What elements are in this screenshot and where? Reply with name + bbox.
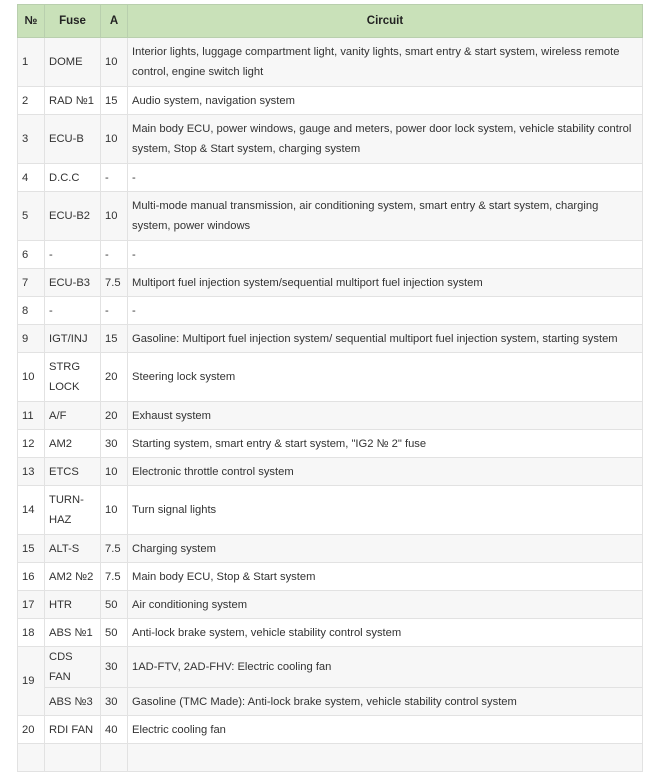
table-row	[18, 192, 643, 241]
row-fuse: A/F	[45, 402, 101, 430]
row-fuse: STRG LOCK	[45, 353, 101, 402]
row-number: 2	[18, 87, 45, 115]
row-amperage: -	[101, 164, 128, 192]
row-fuse: ABS №3	[45, 688, 101, 716]
row-fuse: ETCS	[45, 458, 101, 486]
row-amperage: 30	[101, 647, 128, 688]
row-circuit: Multi-mode manual transmission, air conditioning system, smart entry & start system, charging system, power windows	[128, 192, 643, 241]
header-number: №	[18, 5, 45, 38]
row-amperage: 50	[101, 619, 128, 647]
row-circuit: Electric cooling fan	[128, 716, 643, 744]
row-circuit-empty	[128, 744, 643, 772]
row-amperage: 30	[101, 688, 128, 716]
row-amperage: -	[101, 297, 128, 325]
table-row	[18, 619, 643, 647]
row-fuse: DOME	[45, 38, 101, 87]
row-number: 18	[18, 619, 45, 647]
row-fuse: -	[45, 241, 101, 269]
table-row	[18, 87, 643, 115]
table-row	[18, 115, 643, 164]
row-number: 12	[18, 430, 45, 458]
row-fuse: -	[45, 297, 101, 325]
row-circuit: -	[128, 241, 643, 269]
row-fuse: RDI FAN	[45, 716, 101, 744]
table-row-partial	[18, 744, 643, 772]
header-fuse: Fuse	[45, 5, 101, 38]
row-fuse: ABS №1	[45, 619, 101, 647]
row-fuse: IGT/INJ	[45, 325, 101, 353]
row-circuit: Main body ECU, Stop & Start system	[128, 563, 643, 591]
row-circuit: 1AD-FTV, 2AD-FHV: Electric cooling fan	[128, 647, 643, 688]
table-row	[18, 486, 643, 535]
row-amperage: 10	[101, 38, 128, 87]
row-amperage-empty	[101, 744, 128, 772]
table-row	[18, 458, 643, 486]
row-circuit: Electronic throttle control system	[128, 458, 643, 486]
table-row	[18, 716, 643, 744]
row-amperage: 10	[101, 192, 128, 241]
table-row	[18, 269, 643, 297]
table-row	[18, 38, 643, 87]
row-amperage: 10	[101, 486, 128, 535]
table-row	[18, 647, 643, 688]
row-fuse: ECU-B2	[45, 192, 101, 241]
row-amperage: -	[101, 241, 128, 269]
row-number: 4	[18, 164, 45, 192]
table-row	[18, 535, 643, 563]
table-row	[18, 297, 643, 325]
row-amperage: 15	[101, 325, 128, 353]
row-number: 14	[18, 486, 45, 535]
row-circuit: Anti-lock brake system, vehicle stability control system	[128, 619, 643, 647]
row-number: 16	[18, 563, 45, 591]
table-header-row	[18, 5, 643, 38]
row-number: 3	[18, 115, 45, 164]
row-amperage: 7.5	[101, 535, 128, 563]
row-number: 5	[18, 192, 45, 241]
row-circuit: Exhaust system	[128, 402, 643, 430]
fuse-table	[17, 4, 643, 772]
row-fuse: ALT-S	[45, 535, 101, 563]
row-amperage: 20	[101, 353, 128, 402]
row-fuse-empty	[45, 744, 101, 772]
row-amperage: 50	[101, 591, 128, 619]
row-amperage: 20	[101, 402, 128, 430]
row-amperage: 40	[101, 716, 128, 744]
row-number: 13	[18, 458, 45, 486]
header-amperage: A	[101, 5, 128, 38]
row-number: 15	[18, 535, 45, 563]
row-fuse: CDS FAN	[45, 647, 101, 688]
table-row	[18, 430, 643, 458]
row-number: 1	[18, 38, 45, 87]
row-amperage: 15	[101, 87, 128, 115]
row-fuse: RAD №1	[45, 87, 101, 115]
row-circuit: Interior lights, luggage compartment light, vanity lights, smart entry & start system, wireless remote control, engine switch light	[128, 38, 643, 87]
row-circuit: Multiport fuel injection system/sequential multiport fuel injection system	[128, 269, 643, 297]
row-number: 9	[18, 325, 45, 353]
row-circuit: Turn signal lights	[128, 486, 643, 535]
table-row	[18, 402, 643, 430]
row-amperage: 7.5	[101, 269, 128, 297]
row-amperage: 30	[101, 430, 128, 458]
table-row	[18, 164, 643, 192]
row-circuit: Air conditioning system	[128, 591, 643, 619]
row-circuit: -	[128, 297, 643, 325]
row-circuit: Gasoline (TMC Made): Anti-lock brake system, vehicle stability control system	[128, 688, 643, 716]
row-fuse: ECU-B3	[45, 269, 101, 297]
row-number: 17	[18, 591, 45, 619]
row-amperage: 7.5	[101, 563, 128, 591]
row-circuit: Charging system	[128, 535, 643, 563]
table-row	[18, 563, 643, 591]
row-number: 7	[18, 269, 45, 297]
row-fuse: TURN-HAZ	[45, 486, 101, 535]
table-row	[18, 591, 643, 619]
table-row	[18, 688, 643, 716]
table-row	[18, 325, 643, 353]
row-number: 6	[18, 241, 45, 269]
row-circuit: Starting system, smart entry & start system, "IG2 № 2" fuse	[128, 430, 643, 458]
row-amperage: 10	[101, 115, 128, 164]
row-circuit: Steering lock system	[128, 353, 643, 402]
row-fuse: AM2	[45, 430, 101, 458]
row-number: 11	[18, 402, 45, 430]
row-number: 8	[18, 297, 45, 325]
row-fuse: D.C.C	[45, 164, 101, 192]
table-row	[18, 241, 643, 269]
row-amperage: 10	[101, 458, 128, 486]
row-circuit: Audio system, navigation system	[128, 87, 643, 115]
row-number: 10	[18, 353, 45, 402]
row-fuse: AM2 №2	[45, 563, 101, 591]
header-circuit: Circuit	[128, 5, 643, 38]
row-fuse: HTR	[45, 591, 101, 619]
fuse-table-container	[17, 4, 642, 772]
row-fuse: ECU-B	[45, 115, 101, 164]
row-circuit: -	[128, 164, 643, 192]
table-row	[18, 353, 643, 402]
row-circuit: Gasoline: Multiport fuel injection system/ sequential multiport fuel injection system, starting system	[128, 325, 643, 353]
row-circuit: Main body ECU, power windows, gauge and meters, power door lock system, vehicle stability control system, Stop & Start system, charging system	[128, 115, 643, 164]
row-number-empty	[18, 744, 45, 772]
row-number: 20	[18, 716, 45, 744]
row-number: 19	[18, 647, 45, 716]
